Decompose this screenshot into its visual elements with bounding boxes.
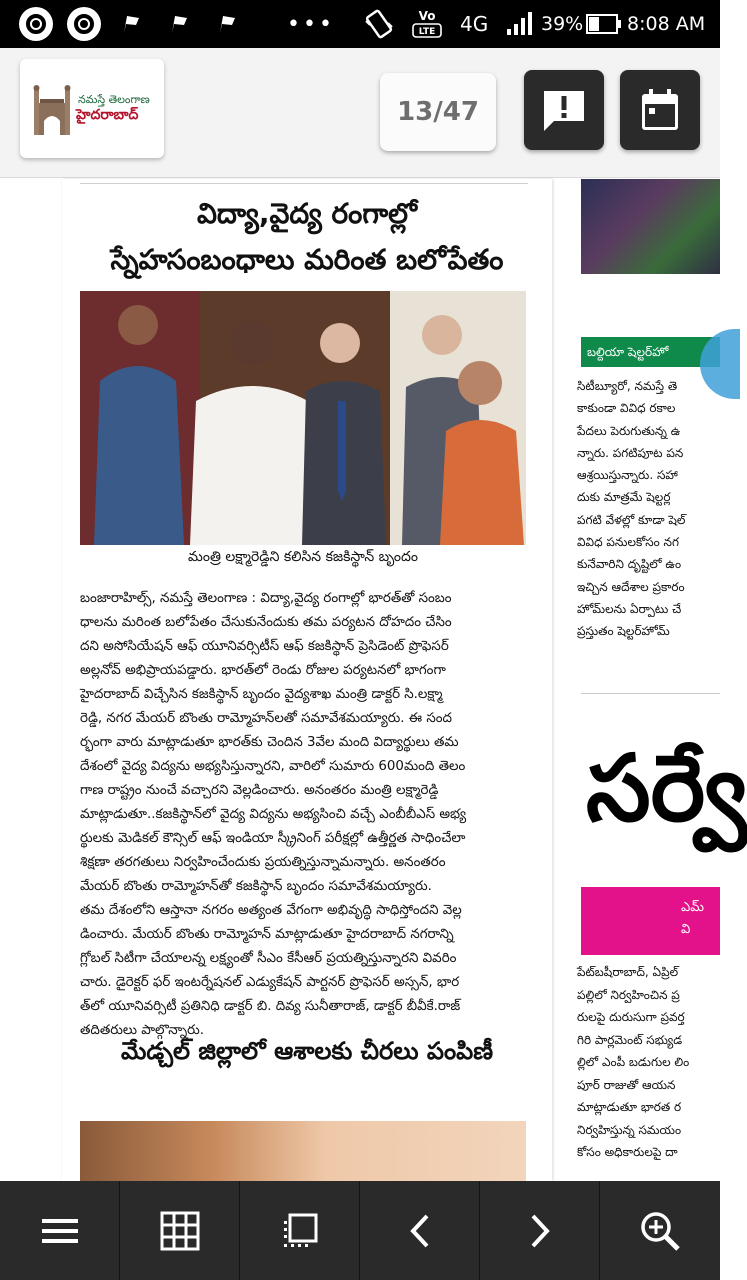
- clover-app-icon: [67, 8, 101, 40]
- text-line: పేదలు పెరుగుతున్న ఉ: [577, 423, 681, 438]
- right-column-big-headline: సర్వే: [586, 735, 747, 842]
- body-line: మాట్లాడుతూ..కజకిస్థాన్‌లో వైద్య విద్యను అభ్యసించి వచ్చే ఎంబీబీఎస్ అభ్య: [80, 807, 467, 822]
- calendar-icon: [639, 88, 681, 132]
- photo-caption: మంత్రి లక్ష్మారెడ్డిని కలిసిన కజకిస్థాన్ బృందం: [188, 549, 418, 565]
- zoom-in-icon: [638, 1209, 682, 1253]
- clock: 8:08 AM: [627, 13, 706, 35]
- text-line: మాట్లాడుతూ భారత ర: [577, 1100, 682, 1114]
- menu-icon: [40, 1216, 80, 1246]
- text-line: ఆశ్రయిస్తున్నారు. సహా: [577, 468, 678, 483]
- network-type: 4G: [460, 12, 489, 36]
- text-line: పగటి వేళల్లో కూడా షెల్: [577, 512, 686, 527]
- text-line: రులపై దురుసుగా ప్రవర్త: [577, 1010, 685, 1024]
- flag-notification-icon: [168, 8, 190, 40]
- text-line: సిటీబ్యూరో, నమస్తే తె: [577, 379, 678, 393]
- text-line: కాకుండా వివిధ రకాల: [577, 401, 676, 416]
- more-notifications-icon: •••: [287, 11, 335, 37]
- signal-icon: [505, 8, 535, 40]
- text-line: కునేవారిని దృష్టిలో ఉం: [577, 557, 682, 572]
- body-line: ధాలను మరింత బలోపేతం చేసుకునేందుకు తమ పర్యటన దోహదం చేసిం: [80, 615, 452, 630]
- body-line: చారు. డైరెక్టర్ ఫర్ ఇంటర్నేషనల్ ఎడ్యుకేషన్ పార్టనర్ ప్రొఫెసర్ అస్సన్, భార: [80, 975, 460, 990]
- text-line: ప్రస్తుతం షెల్టర్‌హోమ్: [577, 624, 670, 639]
- text-line: దుకు మాత్రమే షెల్టర్ల: [577, 490, 671, 505]
- text-line: వివిధ పనులకోసం నగ: [577, 535, 679, 550]
- text-line: ల్లిలో ఎంపీ బడుగుల లిం: [577, 1055, 690, 1069]
- grid-view-button[interactable]: [120, 1181, 240, 1280]
- body-line: శిక్షణా తరగతులు నిర్వహించేందుకు ప్రయత్నిస్తున్నామన్నారు. అనంతరం: [80, 855, 446, 870]
- body-line: బంజారాహిల్స్, నమస్తే తెలంగాణ : విద్యా,వైద్య రంగాల్లో భారత్‌తో సంబం: [80, 591, 452, 606]
- page-counter[interactable]: 13/47: [380, 73, 496, 151]
- battery-icon: [586, 8, 622, 40]
- right-column-text: [577, 375, 720, 643]
- body-line: గ్లోబల్ సిటీగా చేయాలన్న లక్ష్యంతో సీఎం కేసీఆర్ ప్రయత్నిస్తున్నారని వివరిం: [80, 951, 457, 966]
- body-line: డించారు. మేయర్ బొంతు రామ్మోహన్ మాట్లాడుతూ హైదరాబాద్ నగరాన్ని: [80, 927, 454, 942]
- right-column[interactable]: [572, 179, 747, 1181]
- charminar-logo-icon: [30, 81, 74, 137]
- body-line: తమ దేశంలోని ఆస్తానా నగరం అత్యంత వేగంగా అభివృద్ధి సాధిస్తోందని వెల్ల: [80, 903, 462, 918]
- body-line: మేయర్ బొంతు రామ్మోహన్‌తో కజకిస్థాన్ బృందం సమావేశమయ్యారు.: [80, 879, 432, 894]
- text-line: హోమ్‌లను ఏర్పాటు చే: [577, 601, 682, 616]
- text-line: గిరి పార్లమెంట్ సభ్యుడ: [577, 1032, 683, 1047]
- right-column-pink-banner: [581, 887, 720, 955]
- second-article-photo: [80, 1121, 526, 1181]
- logo-title: హైదరాబాద్: [76, 107, 139, 123]
- right-column-text-2: [577, 961, 720, 1164]
- page-select-button[interactable]: [240, 1181, 360, 1280]
- body-line: దని అసోసియేషన్ ఆఫ్ యూనివర్సిటీస్ ఆఫ్ కజకిస్థాన్ ప్రెసిడెంట్ ప్రొఫెసర్: [80, 639, 449, 654]
- body-line: అల్లనోవ్ అభిప్రాయపడ్డారు. భారత్‌లో రెండు రోజుల పర్యటనలో భాగంగా: [80, 663, 446, 678]
- article-body: [80, 587, 530, 1043]
- text-line: నిర్వహిస్తున్న సమయం: [577, 1122, 682, 1137]
- right-column-photo: [581, 179, 720, 274]
- menu-button[interactable]: [0, 1181, 120, 1280]
- previous-icon: [407, 1213, 433, 1249]
- text-line: కోసం అధికారులపై దా: [577, 1145, 678, 1159]
- next-page-button[interactable]: [480, 1181, 600, 1280]
- calendar-button[interactable]: [620, 70, 700, 150]
- body-line: రెడ్డి, నగర మేయర్ బొంతు రామ్మోహన్‌లతో సమావేశమయ్యారు. ఈ సంద: [80, 711, 452, 726]
- newspaper-page[interactable]: [0, 179, 747, 1181]
- article-headline-line2: స్నేహసంబంధాలు మరింత బలోపేతం: [110, 243, 504, 276]
- vibrate-icon: [362, 8, 396, 40]
- next-icon: [527, 1213, 553, 1249]
- body-line: గాణ రాష్ట్రం నుంచే వచ్చారని వెల్లడించారు. అనంతరం మంత్రి లక్ష్మారెడ్డి: [80, 783, 439, 798]
- divider: [80, 183, 528, 184]
- grid-icon: [160, 1211, 200, 1251]
- app-header: [0, 48, 720, 178]
- banner-line: ఎమ్: [681, 900, 704, 915]
- body-line: దేశంలో వైద్య విద్యను అభ్యసిస్తున్నారని, వారిలో సుమారు 600మంది తెలం: [80, 759, 466, 774]
- status-bar: [0, 0, 720, 48]
- battery-percent: 39%: [541, 13, 584, 35]
- flag-notification-icon: [216, 8, 238, 40]
- text-line: పేట్‌బషీరాబాద్, ఏప్రిల్: [577, 965, 679, 979]
- flag-notification-icon: [120, 8, 142, 40]
- feedback-icon: [540, 87, 588, 133]
- svg-text:LTE: LTE: [418, 27, 436, 37]
- second-article-headline: మేడ్చల్ జిల్లాలో ఆశాలకు చీరలు పంపిణీ: [120, 1037, 494, 1065]
- bottom-toolbar: [0, 1181, 720, 1280]
- previous-page-button[interactable]: [360, 1181, 480, 1280]
- article[interactable]: [62, 179, 552, 1181]
- text-line: పల్లిలో నిర్వహించిన ప్ర: [577, 987, 680, 1002]
- body-line: ర్భంగా వారు మాట్లాడుతూ భారత్‌కు చెందిన 3వేల మంది విద్యార్థులు తమ: [80, 735, 459, 750]
- body-line: తదితరులు పాల్గొన్నారు.: [80, 1023, 204, 1038]
- body-line: హైదరాబాద్ విచ్చేసిన కజకిస్థాన్ బృందం వైద్యశాఖ మంత్రి డాక్టర్ సి.లక్ష్మా: [80, 687, 443, 702]
- divider: [581, 693, 720, 694]
- zoom-in-button[interactable]: [600, 1181, 720, 1280]
- article-photo: [80, 291, 526, 545]
- body-line: త్‌లో యూనివర్సిటీ ప్రతినిధి డాక్టర్ బి. దివ్య సునీతారాజ్, డాక్టర్ బీవీకే.రాజ్: [80, 999, 461, 1014]
- article-headline-line1: విద్యా,వైద్య రంగాల్లో: [197, 197, 417, 230]
- text-line: న్నారు. పగటిపూట పన: [577, 445, 684, 460]
- feedback-button[interactable]: [524, 70, 604, 150]
- newspaper-logo[interactable]: [20, 59, 164, 158]
- text-line: పూర్ రాజుతో ఆయన: [577, 1077, 676, 1092]
- text-line: ఇచ్చిన ఆదేశాల ప్రకారం: [577, 579, 685, 594]
- banner-line: వి: [681, 922, 691, 937]
- volte-icon: [410, 8, 444, 40]
- logo-subtitle: నమస్తే తెలంగాణ: [78, 93, 150, 106]
- page-select-icon: [280, 1211, 320, 1251]
- right-column-heading: బల్దియా షెల్టర్‌హో: [581, 337, 720, 367]
- clover-app-icon: [19, 8, 53, 40]
- body-line: ర్థులకు మెడికల్ కౌన్సిల్ ఆఫ్ ఇండియా స్క్రీనింగ్ పరీక్షల్లో ఉత్తీర్ణత సాధించేలా: [80, 831, 466, 846]
- svg-text:Vo: Vo: [418, 9, 436, 23]
